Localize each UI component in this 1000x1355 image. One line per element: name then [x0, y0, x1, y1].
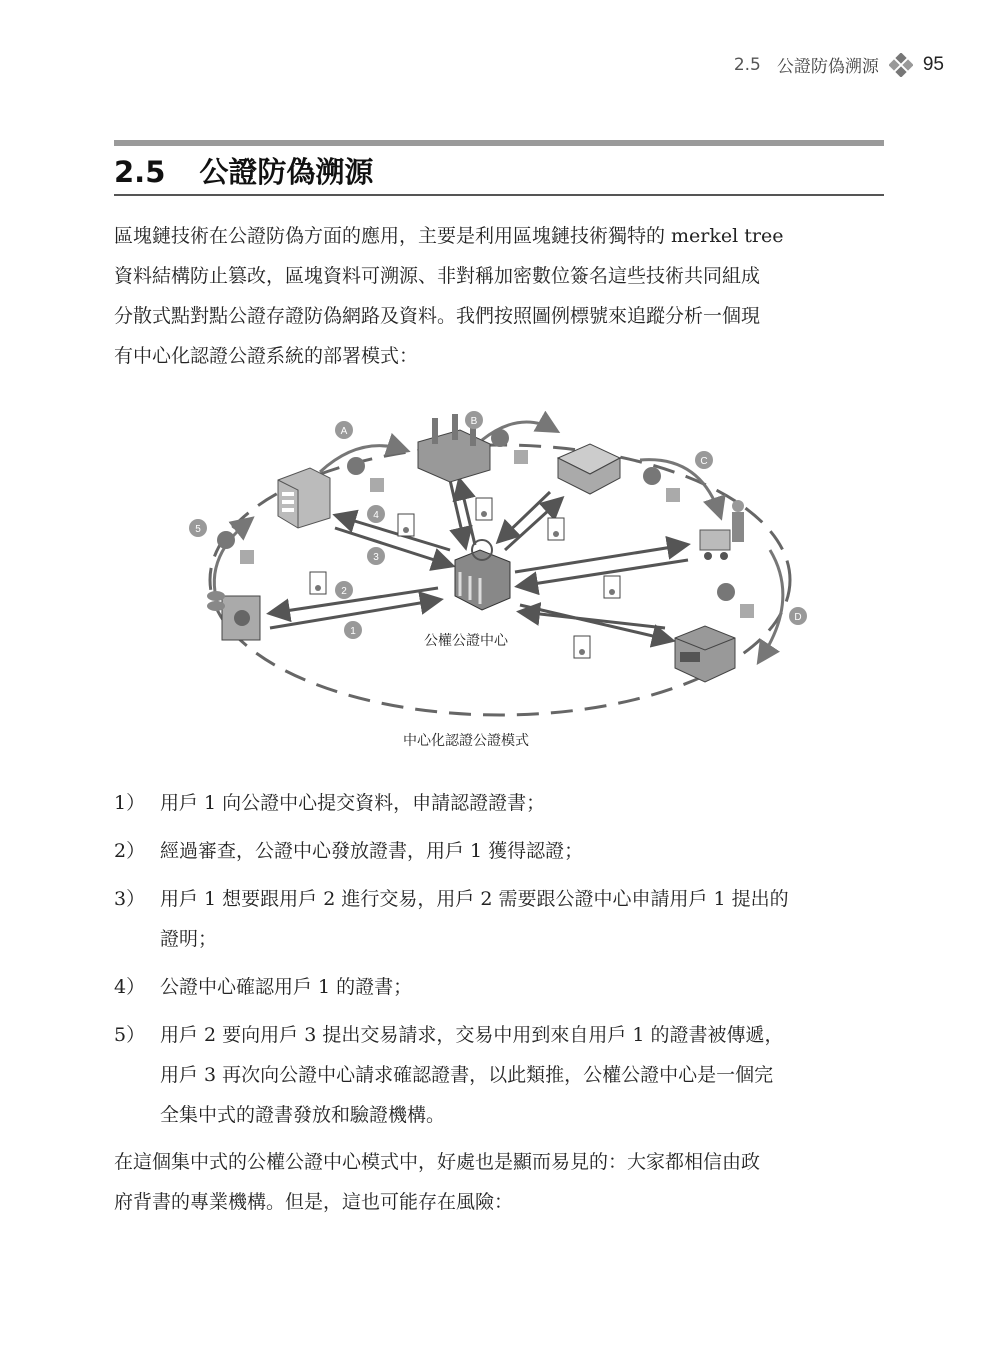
figure-caption: 中心化認證公證模式 — [403, 733, 529, 749]
market-building-icon — [558, 444, 620, 494]
letter-label-a: A — [340, 426, 348, 437]
list-item-number: 4） — [114, 976, 146, 998]
intro-line: 區塊鏈技術在公證防偽方面的應用，主要是利用區塊鏈技術獨特的 merkel tree — [114, 225, 784, 247]
list-item — [114, 783, 884, 823]
list-item-number: 1） — [114, 792, 146, 814]
list-item-text — [160, 1015, 884, 1135]
user-node-icon — [217, 531, 254, 564]
page-number: 95 — [922, 53, 944, 75]
intro-line: 資料結構防止篡改，區塊資料可溯源、非對稱加密數位簽名這些技術共同組成 — [114, 265, 761, 287]
arrow-d — [760, 550, 783, 660]
list-item-line: 用戶 1 向公證中心提交資料，申請認證證書； — [160, 792, 546, 814]
center-label: 公權公證中心 — [424, 633, 508, 649]
header-section-title: 公證防偽溯源 — [776, 57, 879, 77]
list-item — [114, 879, 884, 959]
list-item-number: 5） — [114, 1024, 146, 1046]
section-rule-bottom — [114, 194, 884, 196]
letter-label-c: C — [700, 456, 708, 467]
list-item-number: 3） — [114, 888, 146, 910]
list-item — [114, 967, 884, 1007]
header-section-number: 2.5 — [733, 54, 761, 75]
certificate-icon — [310, 572, 326, 594]
section-heading — [114, 150, 884, 191]
certificate-icon — [604, 576, 620, 598]
letter-label-b: B — [470, 416, 478, 427]
list-item-text — [160, 831, 884, 871]
list-item-line: 用戶 3 再次向公證中心請求確認證書，以此類推，公權公證中心是一個完 — [160, 1064, 774, 1086]
list-item-text — [160, 879, 884, 959]
list-item-line: 經過審查，公證中心發放證書，用戶 1 獲得認證； — [160, 840, 584, 862]
intro-line: 分散式點對點公證存證防偽網路及資料。我們按照圖例標號來追蹤分析一個現 — [114, 305, 761, 327]
section-title: 公證防偽溯源 — [199, 155, 374, 189]
shopper-with-cart-icon — [700, 500, 744, 560]
arrow-center-shopper — [515, 545, 685, 572]
intro-line: 有中心化認證公證系統的部署模式： — [114, 345, 419, 367]
list-item-line: 用戶 2 要向用戶 3 提出交易請求，交易中用到來自用戶 1 的證書被傳遞， — [160, 1024, 784, 1046]
certificate-icon — [476, 498, 492, 520]
step-label-3: 3 — [373, 552, 379, 563]
list-item — [114, 1015, 884, 1135]
user-node-icon — [347, 457, 384, 492]
list-item-line: 用戶 1 想要跟用戶 2 進行交易，用戶 2 需要跟公證中心申請用戶 1 提出的 — [160, 888, 789, 910]
list-item-number: 2） — [114, 840, 146, 862]
closing-paragraph — [114, 1142, 884, 1222]
arrow-shop-center — [522, 612, 665, 628]
running-header — [734, 52, 944, 77]
step-label-5: 5 — [195, 524, 201, 535]
user-node-icon — [717, 583, 754, 618]
diamond-ornament-icon — [889, 53, 913, 77]
letter-label-d: D — [794, 612, 802, 623]
step-label-4: 4 — [373, 510, 379, 521]
list-item — [114, 831, 884, 871]
certificate-icon — [548, 518, 564, 540]
list-item-text — [160, 783, 884, 823]
notary-center-icon — [455, 540, 510, 610]
step-label-2: 2 — [341, 586, 347, 597]
shop-building-icon — [675, 626, 735, 682]
arrow-center-shop — [520, 605, 670, 640]
closing-line: 在這個集中式的公權公證中心模式中，好處也是顯而易見的：大家都相信由政 — [114, 1151, 761, 1173]
step-label-1: 1 — [350, 626, 356, 637]
section-number: 2.5 — [114, 155, 166, 189]
office-building-icon — [278, 468, 330, 528]
arrow-step-2 — [272, 588, 438, 613]
intro-paragraph — [114, 216, 884, 376]
certificate-icon — [574, 636, 590, 658]
list-item-line: 證明； — [160, 928, 218, 950]
list-item-text — [160, 967, 884, 1007]
list-item-line: 全集中式的證書發放和驗證機構。 — [160, 1104, 446, 1126]
certificate-icon — [398, 514, 414, 536]
centralized-notary-diagram — [160, 400, 840, 760]
section-rule-top — [114, 140, 884, 146]
steps-list — [114, 783, 884, 1143]
list-item-line: 公證中心確認用戶 1 的證書； — [160, 976, 413, 998]
closing-line: 府背書的專業機構。但是，這也可能存在風險： — [114, 1191, 514, 1213]
vault-user-icon — [207, 591, 260, 640]
